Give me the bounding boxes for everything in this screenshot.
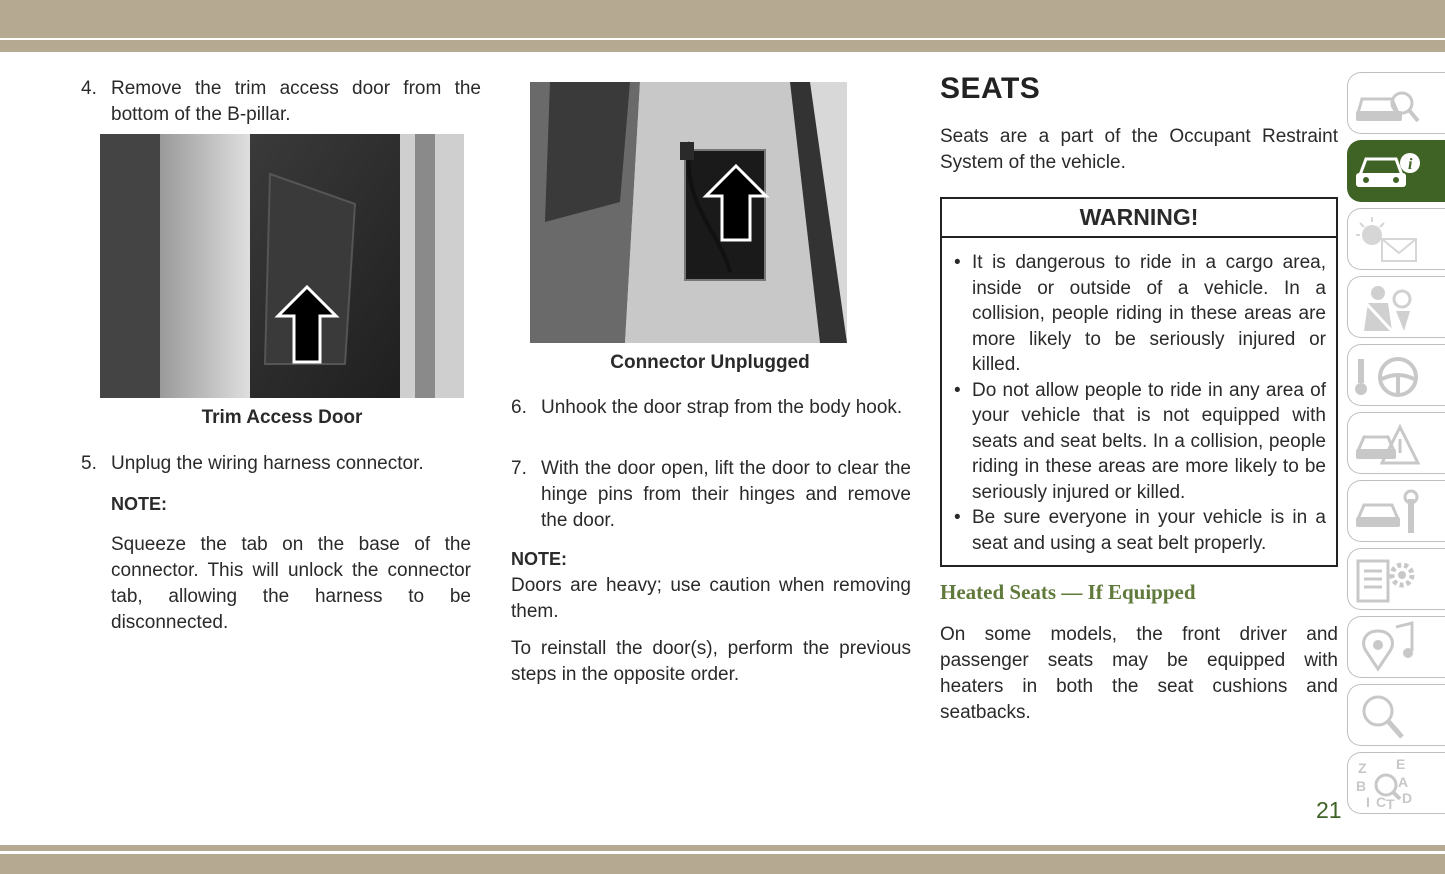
warning-list (942, 238, 1336, 556)
car-wrench-icon (1352, 485, 1422, 539)
warning-item: • Do not allow people to ride in any area of your vehicle that is not equipped with seats and seat belts. In a collision, people riding in these areas are more likely to be seriously injured or killed. (954, 378, 1326, 506)
warning-light-message-icon (1352, 213, 1422, 267)
footer-rule (0, 845, 1445, 851)
seats-intro: Seats are a part of the Occupant Restraint System of the vehicle. (940, 126, 1338, 173)
warning-item: • Be sure everyone in your vehicle is in a seat and using a seat belt properly. (954, 505, 1326, 556)
step-4-number: 4. (81, 78, 97, 99)
trim-access-door-photo (100, 134, 464, 398)
step-4-text: Remove the trim access door from the bottom of the B-pillar. (111, 78, 481, 125)
magnifier-icon (1352, 689, 1422, 743)
svg-text:E: E (1396, 757, 1406, 772)
connector-unplugged-photo (530, 82, 847, 343)
svg-text:A: A (1398, 774, 1409, 790)
step-5-text: Unplug the wiring harness connector. (111, 453, 424, 474)
section-heading-seats: SEATS (940, 72, 1041, 105)
svg-text:C: C (1376, 794, 1387, 810)
svg-text:I: I (1366, 794, 1370, 810)
tab-starting-operating[interactable] (1347, 344, 1445, 406)
warning-box (940, 197, 1338, 567)
note-text-middle: Doors are heavy; use caution when removing them. (511, 575, 911, 622)
car-info-icon (1352, 145, 1422, 199)
tab-car-search[interactable] (1347, 72, 1445, 134)
step-7-number: 7. (511, 458, 527, 479)
figure-1-caption: Trim Access Door (201, 407, 363, 428)
tab-specifications[interactable] (1347, 548, 1445, 610)
tab-index-alphabet[interactable] (1347, 752, 1445, 814)
heated-seats-subheading: Heated Seats — If Equipped (940, 580, 1196, 604)
tab-index-search[interactable] (1347, 684, 1445, 746)
page-number: 21 (1316, 797, 1342, 823)
figure-2-caption: Connector Unplugged (610, 352, 810, 373)
step-7 (511, 456, 911, 534)
step-7-text: With the door open, lift the door to clear the hinge pins from their hinges and remove the door. (541, 458, 911, 531)
airbag-seatbelt-icon (1352, 281, 1422, 335)
step-4 (81, 76, 481, 128)
svg-text:D: D (1402, 790, 1413, 806)
index-alphabet-icon (1352, 757, 1422, 811)
warning-title: WARNING! (942, 199, 1336, 238)
note-heading-left: NOTE: (111, 494, 167, 514)
specifications-gear-icon (1352, 553, 1422, 607)
tab-warning-lights[interactable] (1347, 208, 1445, 270)
steering-wheel-key-icon (1352, 349, 1422, 403)
car-search-icon (1352, 77, 1422, 131)
tab-emergency[interactable] (1347, 412, 1445, 474)
reinstall-text: To reinstall the door(s), perform the previous steps in the opposite order. (511, 638, 911, 685)
svg-text:T: T (1386, 796, 1395, 811)
svg-text:B: B (1356, 778, 1367, 794)
svg-text:i: i (1408, 156, 1413, 173)
header-rule (0, 40, 1445, 52)
step-6 (511, 395, 911, 421)
heated-seats-text: On some models, the front driver and passenger seats may be equipped with heaters in both the seat cushions and seatbacks. (940, 624, 1338, 723)
header-band (0, 0, 1445, 38)
footer-band (0, 854, 1445, 874)
warning-item: • It is dangerous to ride in a cargo area, inside or outside of a vehicle. In a collision, people riding in these areas are more likely to be seriously injured or killed. (954, 250, 1326, 378)
multimedia-music-icon (1352, 621, 1422, 675)
tab-multimedia[interactable] (1347, 616, 1445, 678)
tab-car-info[interactable] (1347, 140, 1445, 202)
step-6-number: 6. (511, 397, 527, 418)
step-5 (81, 451, 481, 477)
tab-safety[interactable] (1347, 276, 1445, 338)
step-6-text: Unhook the door strap from the body hook. (541, 397, 903, 418)
tab-servicing[interactable] (1347, 480, 1445, 542)
note-heading-middle: NOTE: (511, 549, 567, 569)
note-text-left: Squeeze the tab on the base of the connector. This will unlock the connector tab, allowing the harness to be disconnected. (111, 534, 471, 633)
car-hazard-icon (1352, 417, 1422, 471)
svg-text:Z: Z (1358, 760, 1367, 776)
step-5-number: 5. (81, 453, 97, 474)
